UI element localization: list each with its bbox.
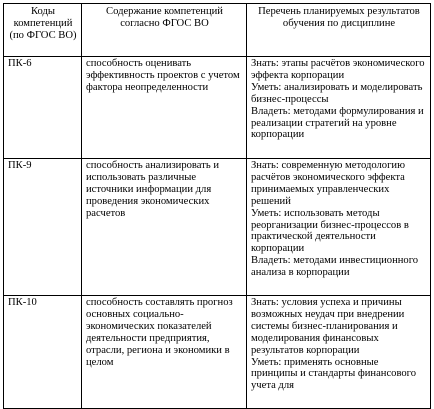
table-row bbox=[4, 159, 431, 296]
result-able: Уметь: применять основные принципы и стандарты финансового учета для bbox=[251, 356, 417, 392]
header-codes: Коды компетенций (по ФГОС ВО) bbox=[4, 4, 82, 57]
competency-content: способность составлять прогноз основных социально-экономических показателей деятельности предприятия, отрасли, региона и экономики в целом bbox=[82, 296, 247, 409]
competencies-table bbox=[3, 3, 431, 409]
competency-code: ПК-6 bbox=[4, 57, 82, 159]
result-know: Знать: условия успеха и причины возможных неудач при внедрении системы бизнес-планирования и моделирования финансовых результатов корпорации bbox=[251, 297, 405, 356]
result-able: Уметь: анализировать и моделировать бизнес-процессы bbox=[251, 81, 423, 105]
learning-results bbox=[247, 296, 431, 409]
table-header-row bbox=[4, 4, 431, 57]
result-able: Уметь: использовать методы реорганизации бизнес-процессов в практической деятельности корпорации bbox=[251, 207, 409, 255]
table-row bbox=[4, 57, 431, 159]
learning-results bbox=[247, 159, 431, 296]
competency-code: ПК-9 bbox=[4, 159, 82, 296]
competency-content: способность оценивать эффективность проектов с учетом фактора неопределенности bbox=[82, 57, 247, 159]
result-know: Знать: современную методологию расчётов экономического эффекта принимаемых управленческих решений bbox=[251, 160, 406, 207]
result-master: Владеть: методами инвестиционного анализа в корпорации bbox=[251, 255, 419, 279]
competency-code: ПК-10 bbox=[4, 296, 82, 409]
learning-results bbox=[247, 57, 431, 159]
header-results: Перечень планируемых результатов обучения по дисциплине bbox=[247, 4, 431, 57]
competency-content: способность анализировать и использовать различные источники информации для проведения экономических расчетов bbox=[82, 159, 247, 296]
header-content: Содержание компетенций согласно ФГОС ВО bbox=[82, 4, 247, 57]
result-know: Знать: этапы расчётов экономического эффекта корпорации bbox=[251, 58, 425, 81]
result-master: Владеть: методами формулирования и реализации стратегий на уровне корпорации bbox=[251, 105, 424, 141]
table-row bbox=[4, 296, 431, 409]
